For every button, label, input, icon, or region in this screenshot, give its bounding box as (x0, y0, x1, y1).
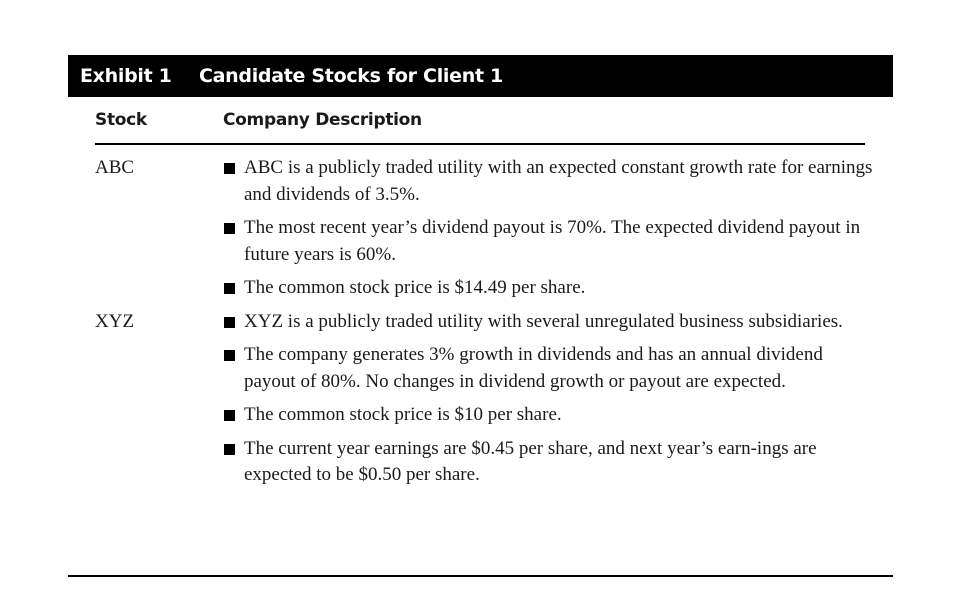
bullet-text: The current year earnings are $0.45 per share, and next year’s earn-ings are expected to be $0.50 per share. (244, 437, 817, 485)
exhibit-table (68, 55, 893, 489)
square-bullet-icon (224, 223, 235, 234)
bullet-text: XYZ is a publicly traded utility with several unregulated business subsidiaries. (244, 310, 843, 332)
stock-row-abc (68, 145, 893, 302)
exhibit-title: Candidate Stocks for Client 1 (199, 65, 503, 87)
column-header-row (68, 97, 893, 143)
description-bullet (223, 215, 873, 268)
stock-row-xyz (68, 302, 893, 489)
stock-name: ABC (95, 157, 135, 178)
description-bullet (223, 155, 873, 208)
description-bullet (223, 436, 873, 489)
description-list (223, 302, 873, 489)
square-bullet-icon (224, 444, 235, 455)
square-bullet-icon (224, 350, 235, 361)
bullet-text: The common stock price is $10 per share. (244, 404, 562, 425)
description-list (223, 145, 873, 302)
stock-name: XYZ (95, 310, 135, 332)
description-bullet (223, 402, 873, 429)
bullet-text: ABC is a publicly traded utility with an expected constant growth rate for earnings and dividends of 3.5%. (244, 157, 873, 205)
square-bullet-icon (224, 410, 235, 421)
bullet-text: The most recent year’s dividend payout is 70%. The expected dividend payout in future years is 60%. (244, 217, 861, 265)
exhibit-number: Exhibit 1 (80, 65, 172, 87)
square-bullet-icon (224, 283, 235, 294)
description-column-header: Company Description (223, 110, 422, 130)
stock-column-header: Stock (95, 110, 147, 130)
description-bullet (223, 342, 873, 395)
bullet-text: The common stock price is $14.49 per share. (244, 277, 586, 298)
square-bullet-icon (224, 163, 235, 174)
description-bullet (223, 275, 873, 302)
exhibit-title-bar (68, 55, 893, 97)
bottom-rule (68, 575, 893, 577)
bullet-text: The company generates 3% growth in dividends and has an annual dividend payout of 80%. No changes in dividend growth or payout are expected. (244, 344, 823, 392)
square-bullet-icon (224, 317, 235, 328)
description-bullet (223, 309, 873, 336)
